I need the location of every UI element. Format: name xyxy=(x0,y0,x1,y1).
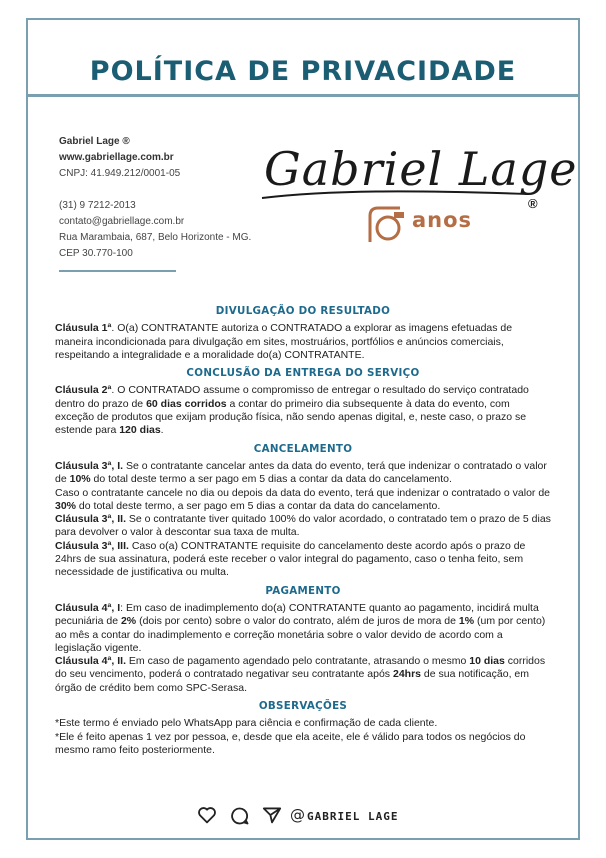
brand-logo xyxy=(260,140,578,250)
logo-signature: Gabriel Lage xyxy=(264,142,578,196)
contact-block xyxy=(59,134,251,262)
camera-logo-icon xyxy=(364,204,410,246)
contact-website: www.gabriellage.com.br xyxy=(59,152,174,163)
send-icon xyxy=(262,806,282,824)
observation-2: *Ele é feito apenas 1 vez por pessoa, e, desde que ela aceite, ele é válido para todos os negócios do mesmo ramo feito posteriormente. xyxy=(55,730,526,756)
observation-1: *Este termo é enviado pelo WhatsApp para ciência e confirmação de cada cliente. xyxy=(55,717,438,730)
logo-registered-mark: ® xyxy=(528,196,538,211)
clause-3-i: Cláusula 3ª, I. Se o contratante cancelar antes da data do evento, terá que indenizar o contratado o valor de 10% do total deste termo a ser pago em 5 dias a contar da data do cancelamento. xyxy=(55,459,547,486)
logo-swoosh xyxy=(260,184,530,204)
page-title: POLÍTICA DE PRIVACIDADE xyxy=(89,56,517,87)
social-handle: @GABRIEL LAGE xyxy=(290,806,399,824)
section-heading-cancelamento: CANCELAMENTO xyxy=(253,442,353,455)
section-heading-pagamento: PAGAMENTO xyxy=(265,584,341,597)
contact-cep: CEP 30.770-100 xyxy=(59,248,133,259)
policy-content xyxy=(55,302,551,762)
clause-1: Cláusula 1ª. O(a) CONTRATANTE autoriza o CONTRATADO a explorar as imagens efetuadas de maneira incondicionada para divulgação em sites, mostruários, portfólios e anúncios comerciais, respeitando a integralidade e a moralidade do(a) CONTRATANTE. xyxy=(55,322,513,361)
clause-4-ii: Cláusula 4ª, II. Em caso de pagamento agendado pelo contratante, atrasando o mesmo 10 dias corridos do seu vencimento, poderá o contratado negativar seu contratante após 24hrs de sua notificação, em órgão de crédito bem como SPC-Serasa. xyxy=(55,655,546,694)
social-footer xyxy=(0,802,606,826)
clause-2: Cláusula 2ª. O CONTRATADO assume o compromisso de entregar o resultado do serviço contratado dentro do prazo de 60 dias corridos a contar do primeiro dia subsequente à data do evento, com exceção de produtos que exijam produção física, não sendo apenas digital, e, neste caso, o prazo se estende para 120 dias. xyxy=(55,384,529,437)
contact-name: Gabriel Lage ® xyxy=(59,136,130,147)
logo-anos: anos xyxy=(412,208,473,232)
contact-cnpj: CNPJ: 41.949.212/0001-05 xyxy=(59,168,181,179)
contact-phone: (31) 9 7212-2013 xyxy=(59,200,136,211)
comment-icon xyxy=(230,806,250,826)
section-heading-observacoes: OBSERVAÇÕES xyxy=(258,700,348,713)
clause-3-ii: Cláusula 3ª, II. Se o contratante tiver quitado 100% do valor acordado, o contratado tem o prazo de 5 dias para devolver o valor à descontar sua taxa de multa. xyxy=(55,513,551,539)
clause-3-i-cont: Caso o contratante cancele no dia ou depois da data do evento, terá que indenizar o contratado o valor de 30% do total deste termo, a ser pago em 5 dias a contar da data do cancelamento. xyxy=(55,486,551,512)
heart-icon xyxy=(197,806,217,824)
section-heading-conclusao: CONCLUSÃO DA ENTREGA DO SERVIÇO xyxy=(186,367,420,380)
contact-address: Rua Marambaia, 687, Belo Horizonte - MG. xyxy=(59,232,252,243)
contact-email: contato@gabriellage.com.br xyxy=(59,216,185,227)
section-heading-divulgacao: DIVULGAÇÃO DO RESULTADO xyxy=(215,305,391,317)
contact-divider xyxy=(59,270,176,272)
title-divider xyxy=(26,94,580,97)
clause-4-i: Cláusula 4ª, I: Em caso de inadimplemento do(a) CONTRATANTE quanto ao pagamento, incidirá multa pecuniária de 2% (dois por cento) sobre o valor do contrato, além de juros de mora de 1% (um por cento) ao mês a contar do inadimplemento e correção monetária sobre o valor devido de acordo com a legislação vigente. xyxy=(55,601,546,654)
clause-3-iii: Cláusula 3ª, III. Caso o(a) CONTRATANTE requisite do cancelamento deste acordo após o prazo de 24hrs de sua assinatura, poderá este receber o valor integral do pagamento, caso o tenha feito, sem necessidade de justificativa ou multa. xyxy=(55,539,526,579)
